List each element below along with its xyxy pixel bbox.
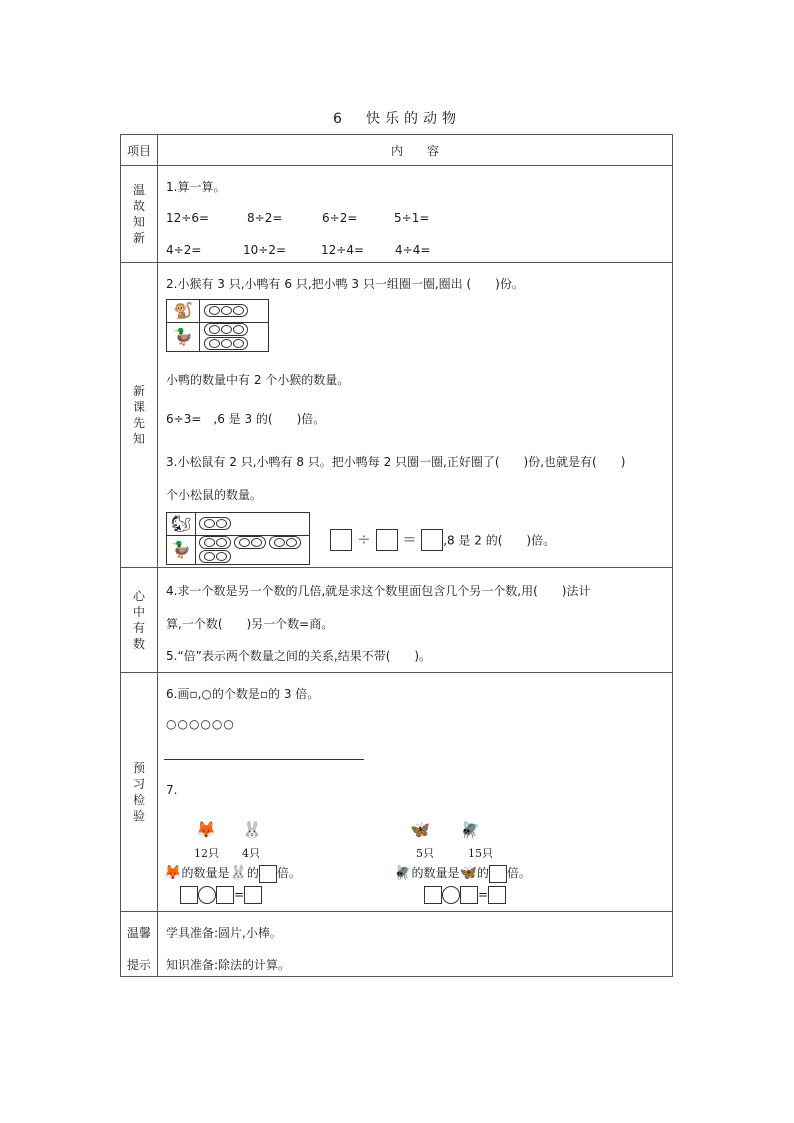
answer-box[interactable] [244, 886, 262, 904]
question-6: 6.画▫,○的个数是▫的 3 倍。 [166, 687, 320, 701]
circle-group [204, 337, 248, 350]
circle-group [234, 536, 266, 549]
answer-box[interactable] [216, 886, 234, 904]
question-2: 2.小猴有 3 只,小鸭有 6 只,把小鸭 3 只一组圈一圈,圈出 ( )份。 [166, 277, 524, 291]
question-1: 1.算一算。 [166, 180, 226, 194]
answer-box[interactable] [489, 865, 507, 883]
answer-box[interactable] [488, 886, 506, 904]
question-3-line-2: 个小松鼠的数量。 [166, 488, 263, 502]
left-equation: = [180, 886, 262, 904]
circle-group [269, 536, 301, 549]
section-key-points-label: 心 中 有 数 [121, 568, 158, 673]
circle-group [204, 304, 248, 317]
section-key-points [121, 568, 673, 673]
equation-tail: ,8 是 2 的( )倍。 [443, 533, 556, 548]
monkey-duck-grid [166, 299, 269, 352]
squirrel-icon: 🐿 [167, 513, 196, 536]
answer-box[interactable] [424, 886, 442, 904]
drawing-line[interactable] [164, 759, 364, 760]
calc-2: 8÷2= [247, 211, 283, 225]
section-tips [121, 912, 673, 977]
answer-box[interactable] [376, 529, 398, 551]
statement-line-a: 小鸭的数量中有 2 个小猴的数量。 [166, 373, 350, 387]
section-preview-check-label: 预 习 检 验 [121, 673, 158, 912]
answer-box[interactable] [180, 886, 198, 904]
header-item-label: 项目 [126, 143, 151, 158]
section-review [121, 166, 673, 263]
header-content [158, 135, 673, 166]
rabbit-count: 4只 [242, 847, 260, 860]
circle-row: ○○○○○○ [166, 717, 235, 731]
circle-group [199, 517, 231, 530]
operator-circle[interactable] [442, 886, 460, 904]
rabbit-icon: 🐰 [242, 820, 262, 839]
fox-icon: 🦊 [196, 820, 216, 839]
question-3-line-1: 3.小松鼠有 2 只,小鸭有 8 只。把小鸭每 2 只圈一圈,正好圈了( )份,也就是有( ) [166, 455, 626, 469]
calc-6: 10÷2= [243, 243, 287, 257]
answer-box[interactable] [330, 529, 352, 551]
calc-4: 5÷1= [394, 211, 430, 225]
division-equation: ÷ = ,8 是 2 的( )倍。 [330, 529, 555, 551]
question-5: 5.“倍”表示两个数量之间的关系,结果不带( )。 [166, 649, 432, 663]
calc-7: 12÷4= [321, 243, 365, 257]
circle-group [199, 536, 231, 549]
section-tips-label: 温馨 提示 [121, 912, 158, 977]
section-new-lesson-label: 新 课 先 知 [121, 263, 158, 568]
right-sentence: 🪰的数量是🦋的 倍。 [394, 865, 531, 881]
header-content-label: 内 容 [390, 143, 439, 158]
tip-tools: 学具准备:圆片,小棒。 [166, 926, 282, 940]
monkey-icon: 🐒 [167, 300, 200, 323]
calc-8: 4÷4= [395, 243, 431, 257]
fox-count: 12只 [194, 847, 219, 860]
section-preview-check [121, 673, 673, 912]
table-header-row [121, 135, 673, 166]
header-item [121, 135, 158, 166]
circle-group [199, 550, 231, 563]
calc-5: 4÷2= [166, 243, 202, 257]
answer-box[interactable] [259, 865, 277, 883]
butterfly-count: 5只 [416, 847, 434, 860]
statement-line-b: 6÷3= ,6 是 3 的( )倍。 [166, 412, 326, 426]
page-title: 6 快乐的动物 [333, 111, 461, 127]
question-7: 7. [166, 783, 178, 797]
circle-group [204, 323, 248, 336]
dragonfly-icon: 🪰 [460, 820, 480, 839]
right-equation: = [424, 886, 506, 904]
question-4-line-2: 算,一个数( )另一个数=商。 [166, 617, 334, 631]
tip-knowledge: 知识准备:除法的计算。 [166, 958, 291, 972]
answer-box[interactable] [421, 529, 443, 551]
lesson-table [120, 134, 673, 977]
operator-circle[interactable] [198, 886, 216, 904]
butterfly-icon: 🦋 [410, 820, 430, 839]
section-new-lesson [121, 263, 673, 568]
dragonfly-count: 15只 [468, 847, 493, 860]
left-sentence: 🦊的数量是🐰的 倍。 [164, 865, 301, 881]
duck-icon: 🦆 [167, 323, 200, 352]
question-4-line-1: 4.求一个数是另一个数的几倍,就是求这个数里面包含几个另一个数,用( )法计 [166, 584, 591, 598]
section-review-label: 温 故 知 新 [121, 166, 158, 263]
calc-3: 6÷2= [322, 211, 358, 225]
duck-icon: 🦆 [167, 536, 196, 565]
calc-1: 12÷6= [166, 211, 210, 225]
answer-box[interactable] [460, 886, 478, 904]
squirrel-duck-grid [166, 512, 310, 565]
